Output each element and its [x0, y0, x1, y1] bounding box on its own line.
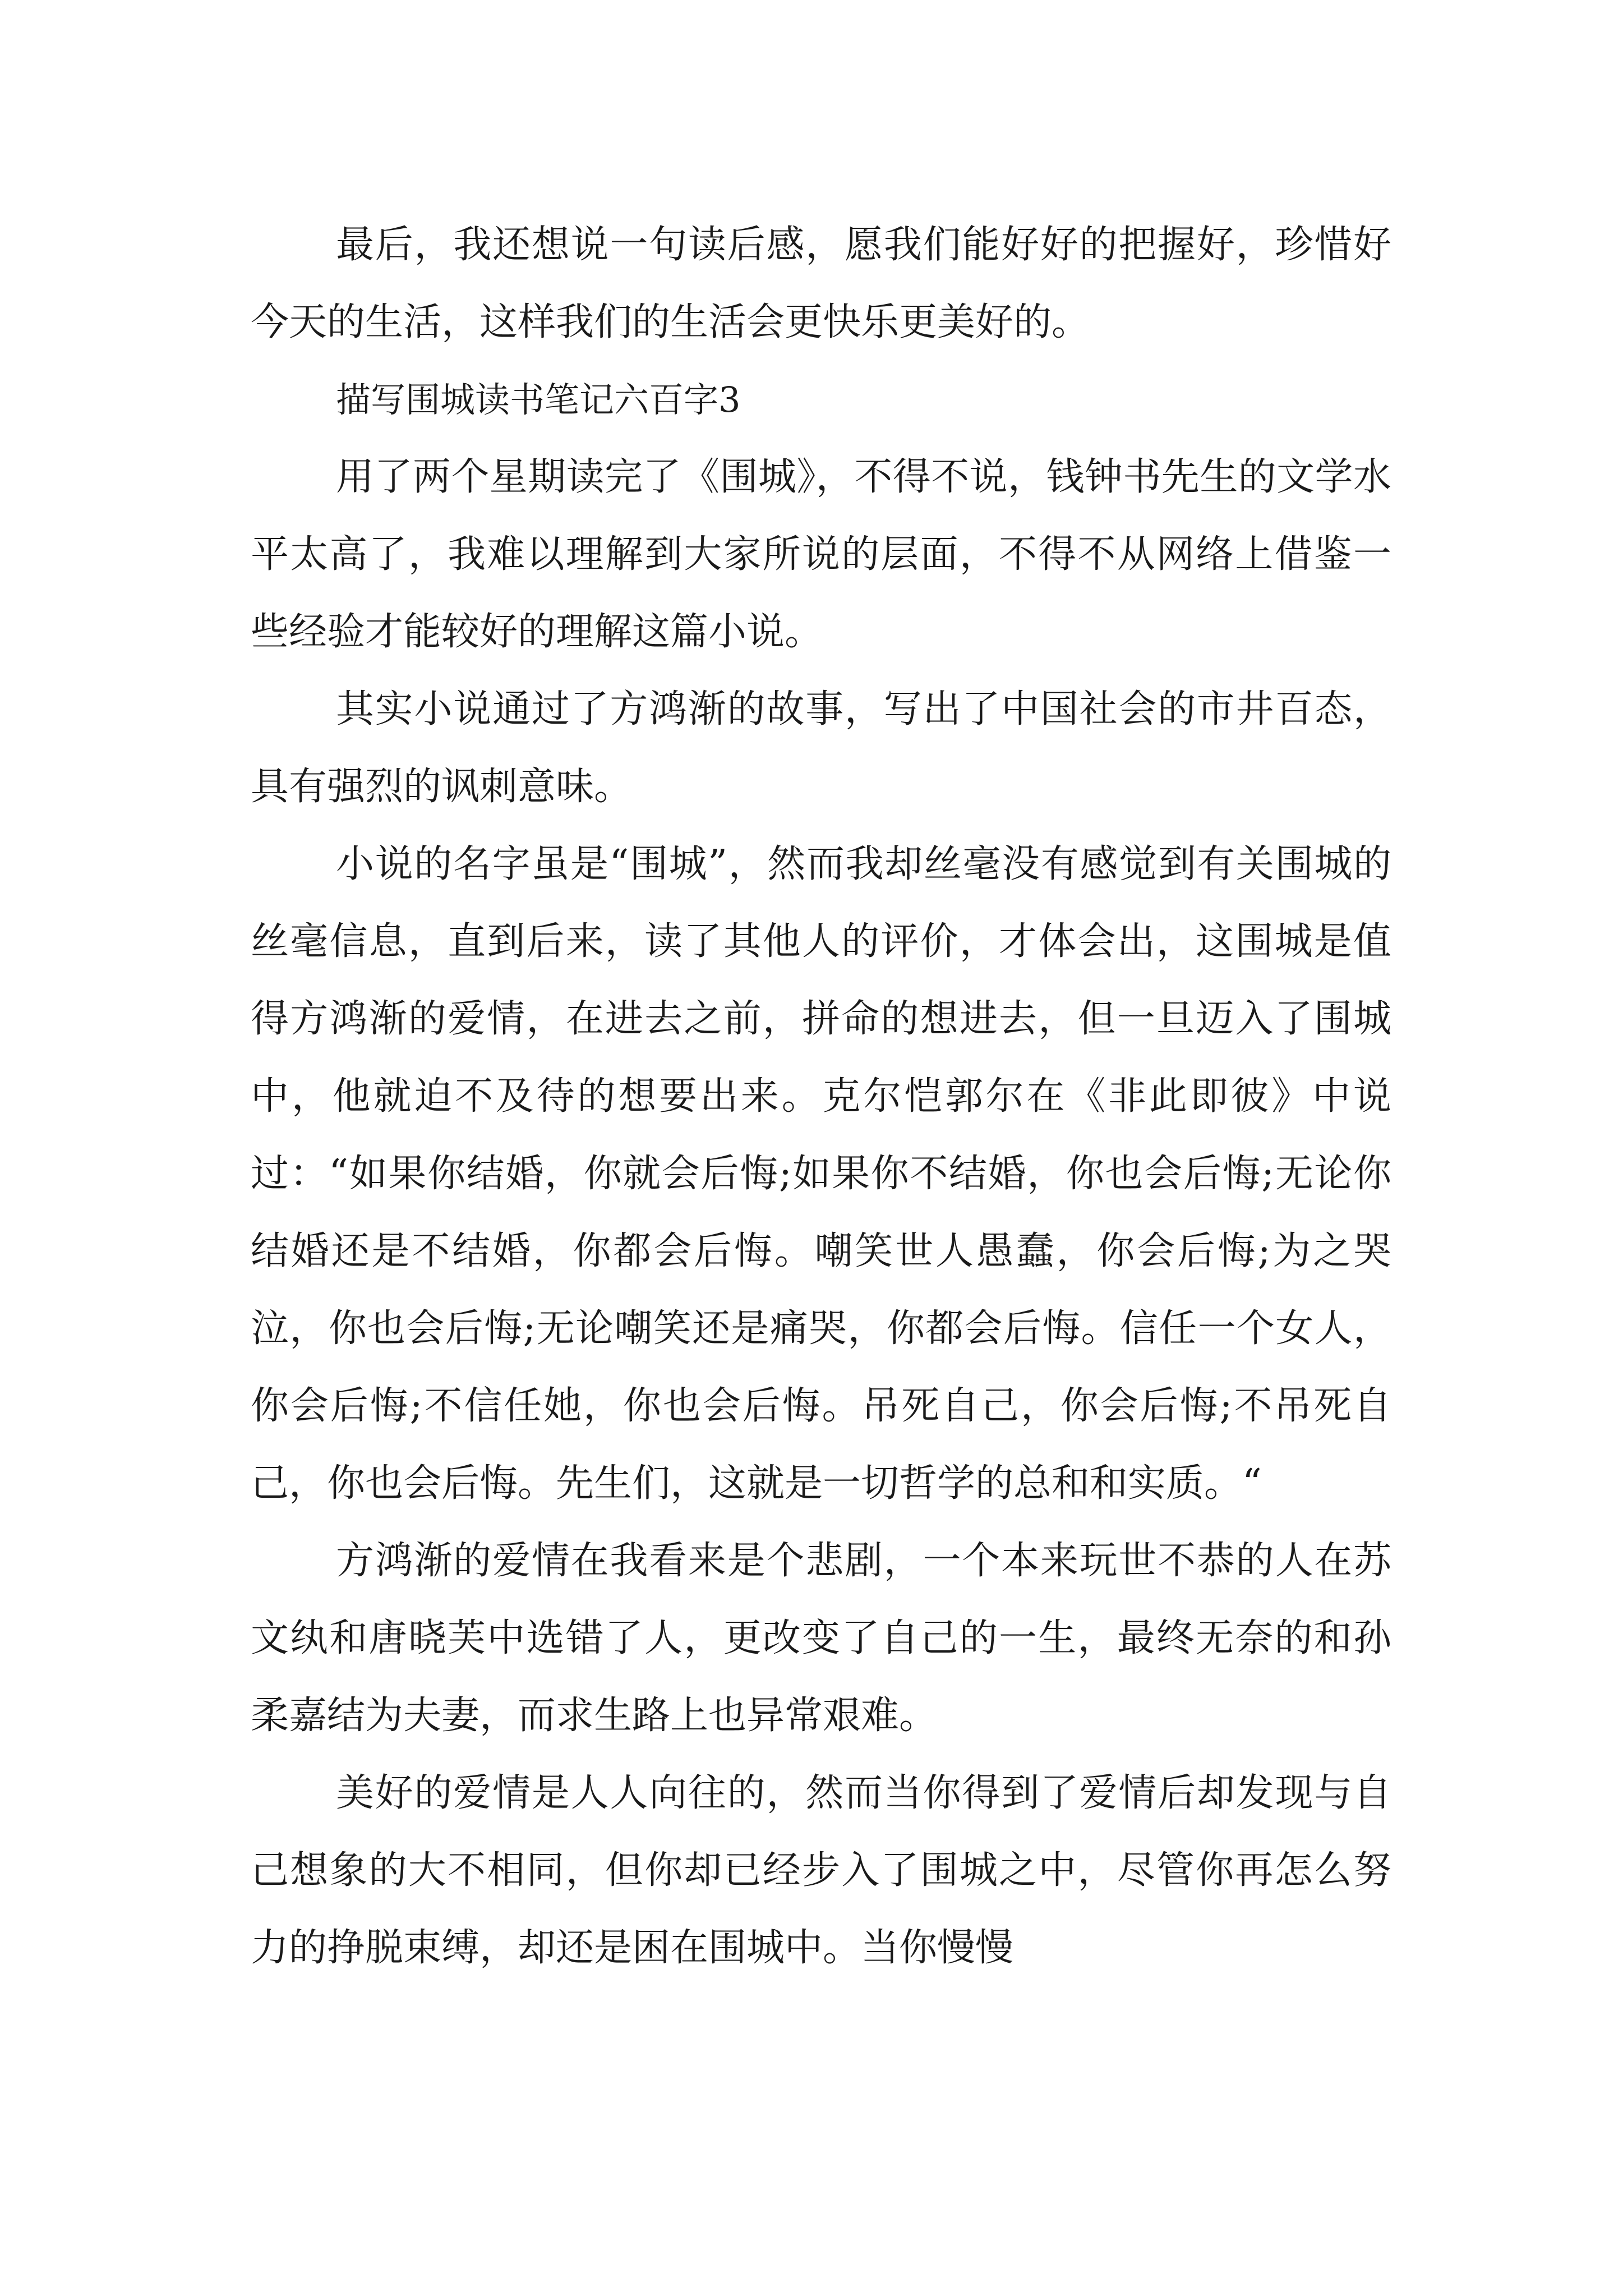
document-body: [251, 206, 1391, 1987]
paragraph-novel-summary: 其实小说通过了方鸿渐的故事，写出了中国社会的市井百态，具有强烈的讽刺意味。: [251, 687, 1391, 809]
paragraph-title-meaning: 小说的名字虽是“围城”，然而我却丝毫没有感觉到有关围城的丝毫信息，直到后来，读了其他人的评价，才体会出，这围城是值得方鸿渐的爱情，在进去之前，拼命的想进去，但一旦迈入了围城中，他就迫不及待的想要出来。克尔恺郭尔在《非此即彼》中说过：“如果你结婚，你就会后悔;如果你不结婚，你也会后悔;无论你结婚还是不结婚，你都会后悔。嘲笑世人愚蠢，你会后悔;为之哭泣，你也会后悔;无论嘲笑还是痛哭，你都会后悔。信任一个女人，你会后悔;不信任她，你也会后悔。吊死自己，你会后悔;不吊死自己，你也会后悔。先生们，这就是一切哲学的总和和实质。“: [251, 842, 1391, 1506]
paragraph-closing-thought: 最后，我还想说一句读后感，愿我们能好好的把握好，珍惜好今天的生活，这样我们的生活会更快乐更美好的。: [251, 223, 1391, 344]
paragraph-reading-experience: 用了两个星期读完了《围城》，不得不说，钱钟书先生的文学水平太高了，我难以理解到大家所说的层面，不得不从网络上借鉴一些经验才能较好的理解这篇小说。: [251, 455, 1391, 654]
paragraph-beautiful-love: 美好的爱情是人人向往的，然而当你得到了爱情后却发现与自己想象的大不相同，但你却已经步入了围城之中，尽管你再怎么努力的挣脱束缚，却还是困在围城中。当你慢慢: [251, 1771, 1391, 1970]
paragraph-love-tragedy: 方鸿渐的爱情在我看来是个悲剧，一个本来玩世不恭的人在苏文纨和唐晓芙中选错了人，更改变了自己的一生，最终无奈的和孙柔嘉结为夫妻，而求生路上也异常艰难。: [251, 1539, 1391, 1738]
section-heading: 描写围城读书笔记六百字3: [336, 379, 741, 420]
